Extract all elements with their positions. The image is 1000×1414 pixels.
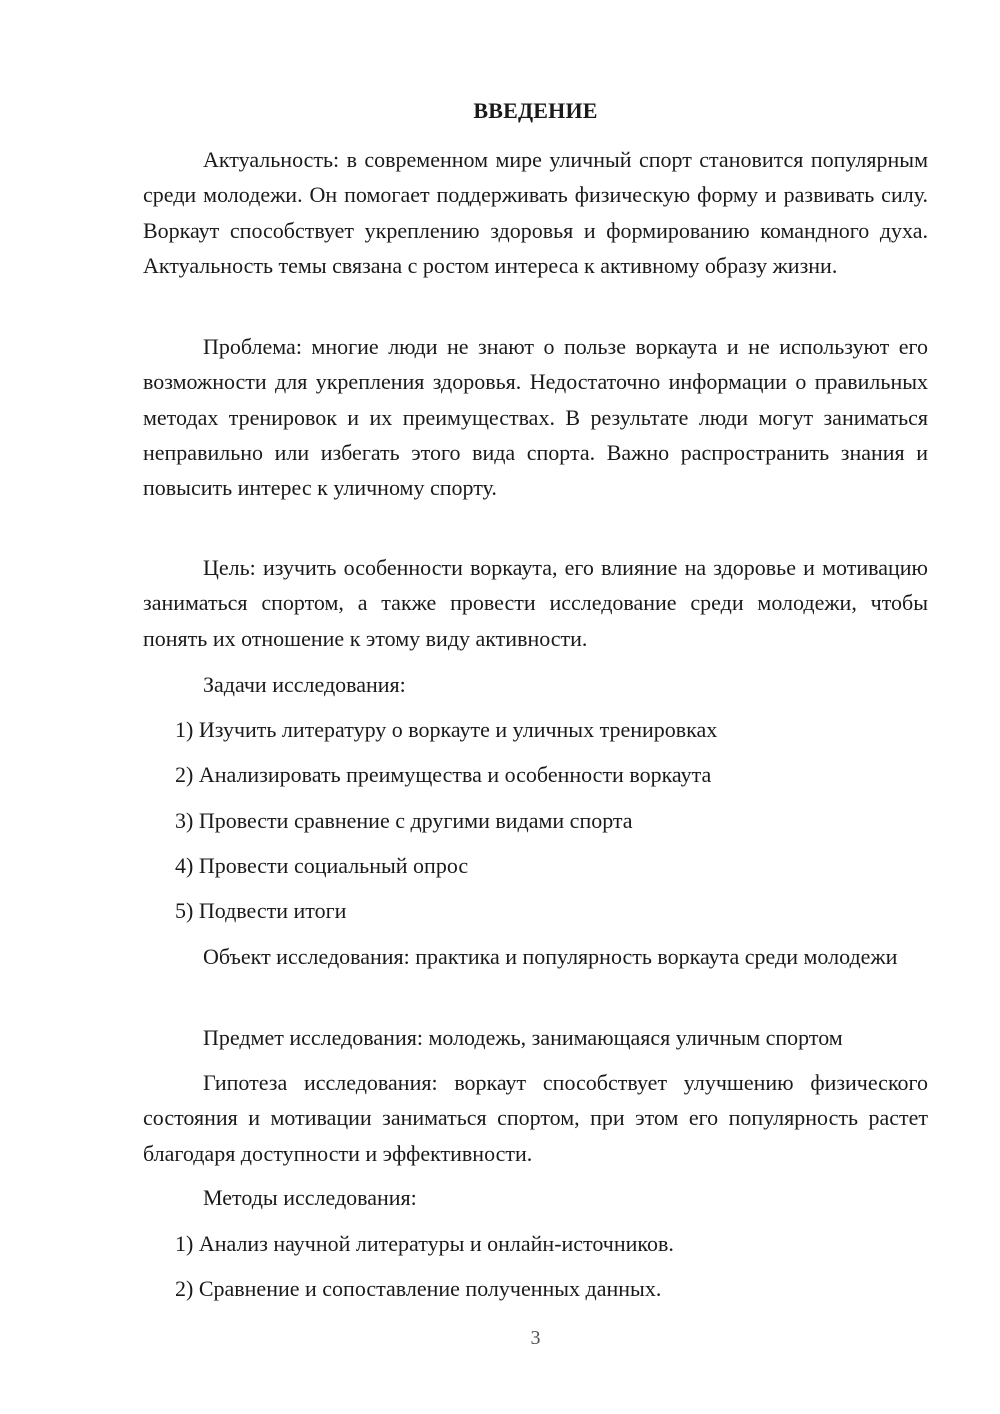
methods-heading: Методы исследования: [203,1185,417,1210]
goal-paragraph: Цель: изучить особенности воркаута, его влияние на здоровье и мотивацию заниматься спортом, а также провести исследование среди молодежи, чтобы понять их отношение к этому виду активности. [143,555,928,651]
object-paragraph: Объект исследования: практика и популярность воркаута среди молодежи [203,944,898,969]
task-item: 4) Провести социальный опрос [175,853,469,878]
task-item: 3) Провести сравнение с другими видами спорта [175,808,633,833]
method-item: 1) Анализ научной литературы и онлайн-источников. [175,1231,674,1256]
method-item: 2) Сравнение и сопоставление полученных данных. [175,1276,662,1301]
hypothesis-paragraph: Гипотеза исследования: воркаут способствует улучшению физического состояния и мотивации заниматься спортом, при этом его популярность растет благодаря доступности и эффективности. [143,1070,928,1166]
page-number: 3 [530,1327,541,1349]
relevance-paragraph: Актуальность: в современном мире уличный спорт становится популярным среди молодежи. Он помогает поддерживать физическую форму и развивать силу. Воркаут способствует укреплению здоровья и формированию командного духа. Актуальность темы связана с ростом интереса к активному образу жизни. [143,147,928,278]
tasks-heading: Задачи исследования: [203,672,406,697]
subject-paragraph: Предмет исследования: молодежь, занимающаяся уличным спортом [203,1025,843,1050]
page-title: ВВЕДЕНИЕ [473,98,598,123]
task-item: 5) Подвести итоги [175,898,347,923]
document-page [143,0,928,1414]
task-item: 2) Анализировать преимущества и особенности воркаута [175,762,712,787]
task-item: 1) Изучить литературу о воркауте и уличных тренировках [175,717,718,742]
problem-paragraph: Проблема: многие люди не знают о пользе воркаута и не используют его возможности для укрепления здоровья. Недостаточно информации о правильных методах тренировок и их преимуществах. В результате люди могут заниматься неправильно или избегать этого вида спорта. Важно распространить знания и повысить интерес к уличному спорту. [143,334,928,501]
